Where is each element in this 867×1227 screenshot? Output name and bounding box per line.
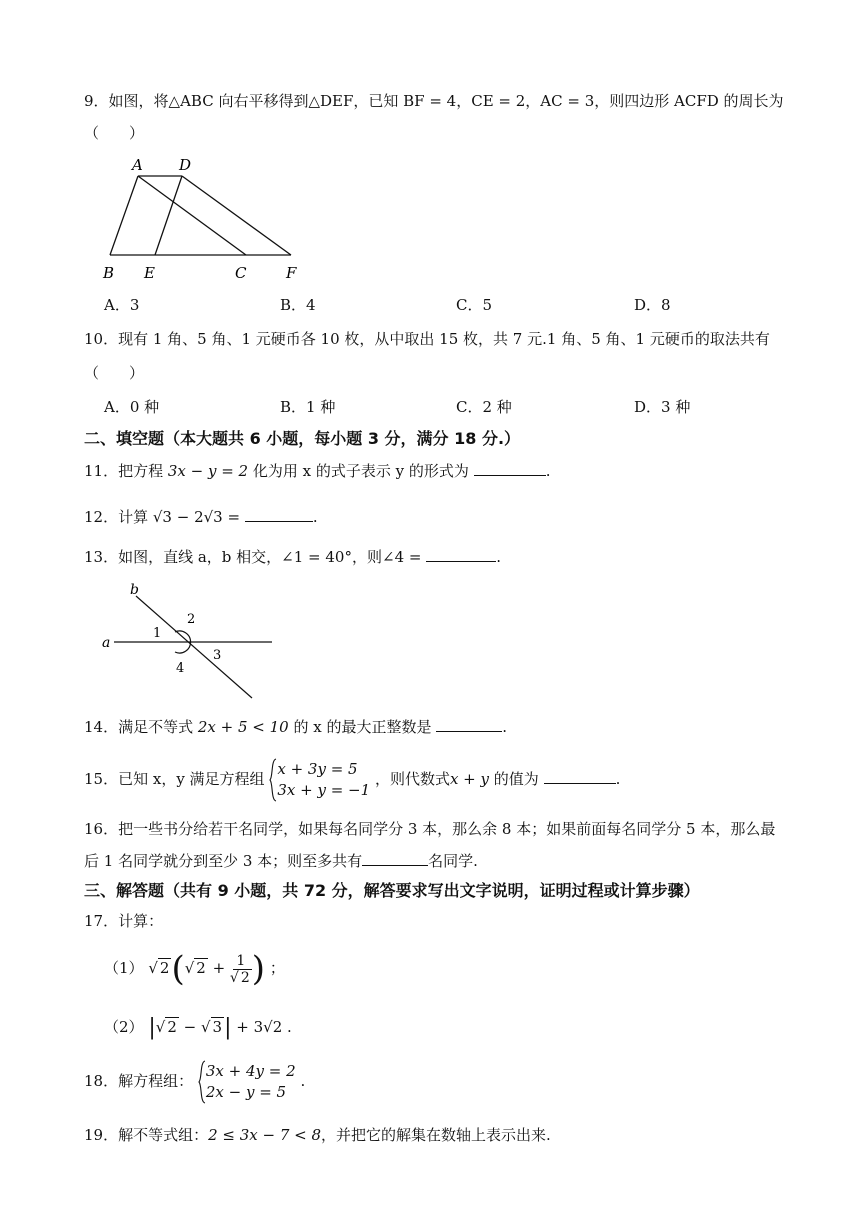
q11-answer-blank[interactable] bbox=[474, 461, 546, 476]
q15-post: 的值为 bbox=[489, 770, 539, 788]
angle-1-label: 1 bbox=[153, 626, 162, 641]
q12-answer-blank[interactable] bbox=[245, 507, 313, 522]
label-C: C bbox=[235, 264, 247, 282]
q19-pre: 19．解不等式组： bbox=[84, 1126, 209, 1144]
q16-line2-pre: 后 1 名同学就分到至少 3 本；则至多共有 bbox=[84, 852, 363, 870]
q14-end: . bbox=[502, 718, 508, 736]
q11 bbox=[84, 460, 550, 482]
q15-row1: x + 3y = 5 bbox=[277, 760, 358, 778]
q14-inequality: 2x + 5 < 10 bbox=[197, 718, 289, 736]
angle-3-label: 3 bbox=[213, 648, 222, 663]
q11-end: . bbox=[545, 462, 551, 480]
q15-answer-blank[interactable] bbox=[544, 769, 616, 784]
q15-expression: x + y bbox=[449, 770, 489, 788]
brace-icon bbox=[198, 1060, 206, 1104]
q10-bracket: （ ） bbox=[84, 364, 145, 382]
q10-option-a: A．0 种 bbox=[104, 398, 160, 416]
q16-answer-blank[interactable] bbox=[362, 851, 428, 866]
brace-icon bbox=[269, 758, 277, 802]
q9-option-d: D．8 bbox=[634, 296, 671, 314]
q19 bbox=[84, 1124, 551, 1146]
q10-option-d: D．3 种 bbox=[634, 398, 691, 416]
q17-part1 bbox=[104, 944, 285, 992]
q12-expression: √3 − 2√3 = bbox=[152, 508, 241, 526]
q13-answer-blank[interactable] bbox=[426, 547, 496, 562]
section-fill-in-title: 二、填空题（本大题共 6 小题，每小题 3 分，满分 18 分.） bbox=[84, 429, 521, 448]
label-D: D bbox=[179, 156, 192, 174]
q15 bbox=[84, 754, 620, 804]
q9-bracket: （ ） bbox=[84, 124, 145, 142]
q17-part2-label: （2） bbox=[104, 1018, 144, 1036]
q15-row2: 3x + y = −1 bbox=[277, 781, 371, 799]
label-A: A bbox=[132, 156, 143, 174]
q14-answer-blank[interactable] bbox=[436, 717, 502, 732]
label-F: F bbox=[286, 264, 297, 282]
q17-part2-tail: + 3√2 bbox=[236, 1018, 283, 1036]
q16-line2-post: 名同学. bbox=[428, 852, 478, 870]
q15-pre: 15．已知 x，y 满足方程组 bbox=[84, 770, 265, 788]
angle-2-label: 2 bbox=[187, 612, 196, 627]
q9-figure bbox=[96, 150, 316, 285]
q18-system bbox=[198, 1060, 296, 1104]
q17-part1-end: ； bbox=[269, 959, 285, 977]
q18-row2: 2x − y = 5 bbox=[205, 1083, 287, 1101]
q9-option-a: A．3 bbox=[104, 296, 140, 314]
label-E: E bbox=[144, 264, 155, 282]
label-B: B bbox=[103, 264, 115, 282]
q16-line2 bbox=[84, 850, 478, 872]
q19-post: ，并把它的解集在数轴上表示出来. bbox=[321, 1126, 551, 1144]
q9-option-c: C．5 bbox=[456, 296, 493, 314]
q9-option-b: B．4 bbox=[280, 296, 316, 314]
q10-option-c: C．2 种 bbox=[456, 398, 512, 416]
q13-condition: ∠1 = 40° bbox=[281, 548, 352, 566]
q14 bbox=[84, 716, 507, 738]
q11-equation: 3x − y = 2 bbox=[167, 462, 249, 480]
q17-part2 bbox=[104, 1012, 292, 1043]
q19-inequality: 2 ≤ 3x − 7 < 8 bbox=[208, 1126, 322, 1144]
q17-part1-expression: √ 2(√ 2 + $\frac{1}{√ 2}$ ) bbox=[148, 949, 266, 989]
q12-end: . bbox=[312, 508, 318, 526]
q16-line1: 16．把一些书分给若干名同学，如果每名同学分 3 本，那么余 8 本；如果前面每名同学分 5 本，那么最 bbox=[84, 820, 776, 838]
q12-pre: 12．计算 bbox=[84, 508, 149, 526]
q12 bbox=[84, 506, 318, 528]
q17-title: 17．计算： bbox=[84, 912, 164, 930]
q18-row1: 3x + 4y = 2 bbox=[205, 1062, 296, 1080]
q17-part1-label: （1） bbox=[104, 959, 144, 977]
q14-pre: 14．满足不等式 bbox=[84, 718, 194, 736]
q13-ask: ∠4 = bbox=[382, 548, 422, 566]
line-b-label: b bbox=[130, 582, 139, 598]
q15-mid: ，则代数式 bbox=[374, 770, 450, 788]
q17-part2-expression: |√ 2 − √ 3| bbox=[148, 1015, 232, 1040]
line-a-label: a bbox=[102, 635, 111, 651]
q11-post: 化为用 x 的式子表示 y 的形式为 bbox=[252, 462, 469, 480]
q15-system bbox=[269, 758, 370, 802]
q17-part2-end: . bbox=[287, 1018, 292, 1036]
q15-end: . bbox=[615, 770, 621, 788]
q18-end: . bbox=[300, 1072, 306, 1090]
q14-post: 的 x 的最大正整数是 bbox=[293, 718, 432, 736]
q13-mid: ，则 bbox=[351, 548, 382, 566]
q13-end: . bbox=[496, 548, 502, 566]
q13-figure bbox=[96, 580, 286, 705]
q11-pre: 11．把方程 bbox=[84, 462, 164, 480]
angle-4-label: 4 bbox=[176, 661, 185, 676]
q18 bbox=[84, 1056, 305, 1106]
q10-stem: 10．现有 1 角、5 角、1 元硬币各 10 枚，从中取出 15 枚，共 7 元.1 角、5 角、1 元硬币的取法共有 bbox=[84, 330, 770, 348]
section-solve-title: 三、解答题（共有 9 小题，共 72 分，解答要求写出文字说明，证明过程或计算步骤） bbox=[84, 881, 700, 900]
q9-stem: 9．如图，将△ABC 向右平移得到△DEF，已知 BF = 4，CE = 2，AC = 3，则四边形 ACFD 的周长为 bbox=[84, 92, 784, 110]
q18-pre: 18．解方程组： bbox=[84, 1072, 194, 1090]
q13-pre: 13．如图，直线 a，b 相交， bbox=[84, 548, 282, 566]
q10-option-b: B．1 种 bbox=[280, 398, 336, 416]
q13 bbox=[84, 546, 501, 568]
